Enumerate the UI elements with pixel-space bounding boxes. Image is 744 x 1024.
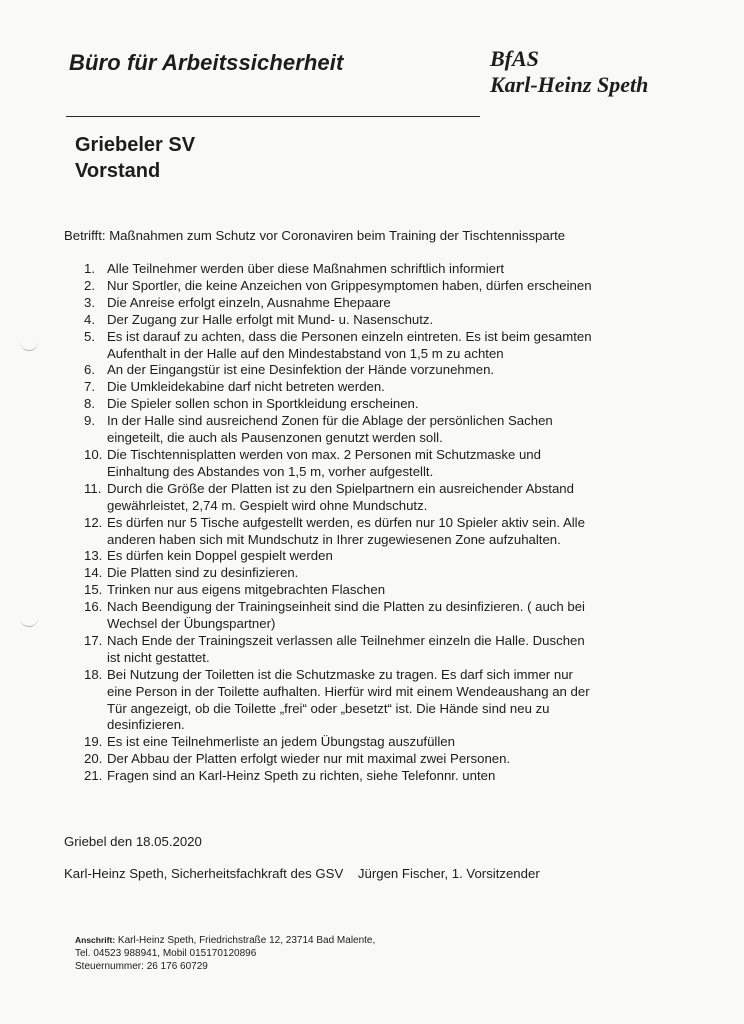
measure-number: 8. <box>84 396 95 412</box>
measure-item <box>84 667 664 735</box>
measure-text <box>107 582 664 599</box>
measure-item <box>84 413 664 447</box>
measure-item <box>84 599 664 633</box>
measure-item <box>84 396 664 413</box>
measure-text <box>107 599 664 633</box>
measure-item <box>84 515 664 549</box>
measure-text <box>107 481 664 515</box>
date-line: Griebel den 18.05.2020 <box>64 834 202 849</box>
recipient-block <box>75 132 195 184</box>
measure-number: 20. <box>84 751 103 767</box>
measure-text-line: anderen haben sich mit Mundschutz in Ihrer zugewiesenen Zone aufzuhalten. <box>107 531 561 547</box>
measure-text-line: Nach Ende der Trainingszeit verlassen alle Teilnehmer einzeln die Halle. Duschen <box>107 632 585 648</box>
measure-number: 18. <box>84 666 103 682</box>
punch-hole-mark <box>20 340 38 351</box>
measure-number: 1. <box>84 261 95 276</box>
measure-text-line: Die Platten sind zu desinfizieren. <box>107 565 299 581</box>
measure-item <box>84 481 664 515</box>
measure-text-line: Es dürfen kein Doppel gespielt werden <box>107 548 333 564</box>
measure-text <box>107 312 664 329</box>
measure-text-line: gewährleistet, 2,74 m. Gespielt wird ohne Mundschutz. <box>107 497 428 513</box>
measure-number: 2. <box>84 277 95 293</box>
measure-number: 21. <box>84 768 103 784</box>
measure-text-line: Die Spieler sollen schon in Sportkleidung erscheinen. <box>107 396 419 412</box>
measure-text <box>107 447 664 481</box>
punch-hole-mark <box>20 616 38 627</box>
measure-text-line: Tür angezeigt, ob die Toilette „frei“ oder „besetzt“ ist. Die Hände sind neu zu <box>107 700 550 716</box>
signer-chairman: Jürgen Fischer, 1. Vorsitzender <box>357 866 540 881</box>
measure-number: 3. <box>84 294 95 310</box>
measure-text <box>107 751 664 768</box>
measure-text <box>107 295 664 312</box>
measure-number: 10. <box>84 446 103 462</box>
signers-line <box>64 866 540 881</box>
measure-text-line: In der Halle sind ausreichend Zonen für die Ablage der persönlichen Sachen <box>107 413 553 429</box>
measure-number: 7. <box>84 379 95 395</box>
measure-text-line: An der Eingangstür ist eine Desinfektion der Hände vorzunehmen. <box>107 362 495 378</box>
measure-text <box>107 329 664 363</box>
measure-number: 11. <box>84 480 102 496</box>
measure-number: 16. <box>84 599 103 615</box>
measure-text-line: desinfizieren. <box>107 717 185 733</box>
measure-text <box>107 667 664 735</box>
header-divider <box>66 116 480 117</box>
measure-number: 5. <box>84 328 95 344</box>
measure-text <box>107 734 664 751</box>
measure-text <box>107 515 664 549</box>
measure-text <box>107 768 664 785</box>
address-label: Anschrift: <box>75 935 116 945</box>
measure-number: 4. <box>84 311 95 327</box>
measure-item <box>84 312 664 329</box>
measure-text-line: Alle Teilnehmer werden über diese Maßnahmen schriftlich informiert <box>107 261 505 276</box>
measure-item <box>84 548 664 565</box>
measures-list <box>84 261 664 785</box>
measure-text-line: Die Tischtennisplatten werden von max. 2 Personen mit Schutzmaske und <box>107 446 541 462</box>
measure-item <box>84 295 664 312</box>
measure-text-line: Bei Nutzung der Toiletten ist die Schutzmaske zu tragen. Es darf sich immer nur <box>107 666 573 682</box>
measure-text <box>107 413 664 447</box>
signer-safety-officer: Karl-Heinz Speth, Sicherheitsfachkraft des GSV <box>64 866 344 881</box>
measure-text-line: Der Zugang zur Halle erfolgt mit Mund- u. Nasenschutz. <box>107 311 434 327</box>
measure-item <box>84 734 664 751</box>
measure-item <box>84 261 664 278</box>
measure-text <box>107 396 664 413</box>
measure-text-line: Fragen sind an Karl-Heinz Speth zu richten, siehe Telefonnr. unten <box>107 768 496 784</box>
measure-text <box>107 261 664 278</box>
measure-text-line: Trinken nur aus eigens mitgebrachten Flaschen <box>107 582 386 598</box>
measure-item <box>84 768 664 785</box>
address-line-3: Steuernummer: 26 176 60729 <box>75 961 208 972</box>
measure-number: 17. <box>84 632 103 648</box>
measure-text-line: Die Umkleidekabine darf nicht betreten werden. <box>107 379 385 395</box>
measure-text <box>107 633 664 667</box>
measure-item <box>84 751 664 768</box>
measure-text-line: Es ist darauf zu achten, dass die Personen einzeln eintreten. Es ist beim gesamten <box>107 328 592 344</box>
measure-text-line: eine Person in der Toilette aufhalten. Hierfür wird mit einem Wendeaushang an der <box>107 683 590 699</box>
measure-item <box>84 362 664 379</box>
recipient-board: Vorstand <box>75 160 161 182</box>
measure-text-line: Aufenthalt in der Halle auf den Mindestabstand von 1,5 m zu achten <box>107 345 504 361</box>
measure-item <box>84 379 664 396</box>
recipient-club: Griebeler SV <box>75 134 196 156</box>
measure-text <box>107 548 664 565</box>
measure-item <box>84 565 664 582</box>
measure-number: 14. <box>84 565 103 581</box>
measure-text-line: Durch die Größe der Platten ist zu den Spielpartnern ein ausreichender Abstand <box>107 480 574 496</box>
measure-item <box>84 329 664 363</box>
measure-number: 13. <box>84 548 103 564</box>
measure-text-line: Wechsel der Übungspartner) <box>107 616 276 632</box>
measure-text-line: Einhaltung des Abstandes von 1,5 m, vorher aufgestellt. <box>107 463 434 479</box>
measure-item <box>84 582 664 599</box>
measure-text-line: ist nicht gestattet. <box>107 649 210 665</box>
office-name: Büro für Arbeitssicherheit <box>69 50 344 75</box>
measure-text-line: eingeteilt, die auch als Pausenzonen genutzt werden soll. <box>107 430 443 446</box>
measure-number: 19. <box>84 734 103 750</box>
letterhead-brand <box>490 46 648 98</box>
measure-text-line: Nur Sportler, die keine Anzeichen von Grippesymptomen haben, dürfen erscheinen <box>107 277 592 293</box>
measure-number: 6. <box>84 362 95 378</box>
measure-text-line: Der Abbau der Platten erfolgt wieder nur mit maximal zwei Personen. <box>107 751 511 767</box>
address-line-2: Tel. 04523 988941, Mobil 015170120896 <box>75 948 257 959</box>
measure-text-line: Die Anreise erfolgt einzeln, Ausnahme Ehepaare <box>107 294 391 310</box>
measure-text <box>107 379 664 396</box>
measure-item <box>84 633 664 667</box>
measure-text <box>107 362 664 379</box>
measure-text <box>107 278 664 295</box>
measure-item <box>84 447 664 481</box>
measure-text-line: Es ist eine Teilnehmerliste an jedem Übungstag auszufüllen <box>107 734 455 750</box>
measure-text <box>107 565 664 582</box>
measure-item <box>84 278 664 295</box>
measure-number: 15. <box>84 582 103 598</box>
address-line-1: Karl-Heinz Speth, Friedrichstraße 12, 23714 Bad Malente, <box>117 935 376 946</box>
measure-number: 9. <box>84 413 95 429</box>
measure-text-line: Nach Beendigung der Trainingseinheit sind die Platten zu desinfizieren. ( auch bei <box>107 599 585 615</box>
subject-line: Betrifft: Maßnahmen zum Schutz vor Coronaviren beim Training der Tischtennissparte <box>64 228 566 243</box>
brand-abbreviation: BfAS <box>490 46 539 71</box>
measure-number: 12. <box>84 514 103 530</box>
measure-text-line: Es dürfen nur 5 Tische aufgestellt werden, es dürfen nur 10 Spieler aktiv sein. Alle <box>107 514 585 530</box>
brand-person: Karl-Heinz Speth <box>490 72 649 97</box>
address-block <box>75 934 375 973</box>
